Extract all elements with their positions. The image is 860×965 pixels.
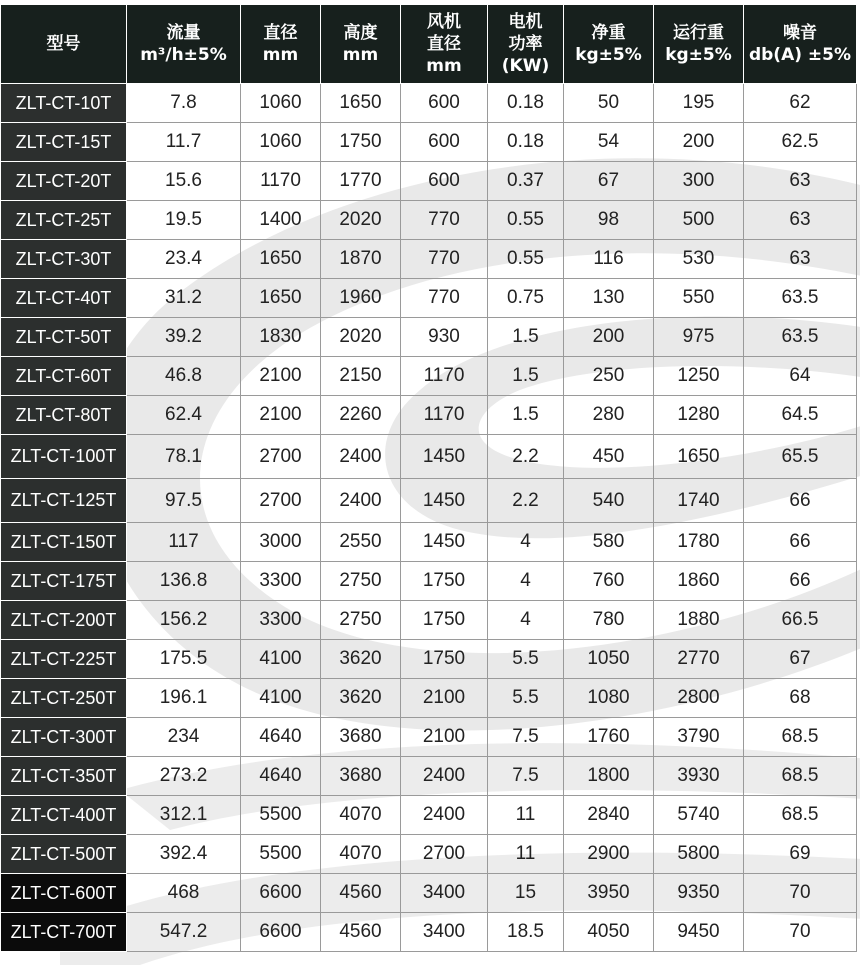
table-cell: 11 xyxy=(488,796,564,835)
table-cell: 550 xyxy=(654,279,744,318)
model-cell: ZLT-CT-80T xyxy=(1,396,127,435)
table-cell: 2700 xyxy=(401,835,488,874)
table-cell: 1650 xyxy=(321,84,401,123)
table-row xyxy=(1,913,857,952)
table-cell: 69 xyxy=(744,835,857,874)
table-cell: 66 xyxy=(744,479,857,523)
table-cell: 2020 xyxy=(321,318,401,357)
model-cell: ZLT-CT-15T xyxy=(1,123,127,162)
table-row xyxy=(1,123,857,162)
table-cell: 2840 xyxy=(564,796,654,835)
table-row xyxy=(1,201,857,240)
table-cell: 975 xyxy=(654,318,744,357)
table-cell: 19.5 xyxy=(127,201,241,240)
table-row xyxy=(1,835,857,874)
table-cell: 2100 xyxy=(241,357,321,396)
model-cell: ZLT-CT-50T xyxy=(1,318,127,357)
table-cell: 63.5 xyxy=(744,318,857,357)
header-model: 型号 xyxy=(1,5,127,84)
table-cell: 600 xyxy=(401,123,488,162)
table-cell: 1450 xyxy=(401,435,488,479)
table-cell: 9450 xyxy=(654,913,744,952)
table-cell: 70 xyxy=(744,913,857,952)
table-cell: 1060 xyxy=(241,84,321,123)
table-cell: 195 xyxy=(654,84,744,123)
table-cell: 3620 xyxy=(321,640,401,679)
table-cell: 63.5 xyxy=(744,279,857,318)
table-cell: 2.2 xyxy=(488,435,564,479)
table-cell: 450 xyxy=(564,435,654,479)
table-row xyxy=(1,523,857,562)
table-cell: 1960 xyxy=(321,279,401,318)
table-cell: 0.18 xyxy=(488,123,564,162)
table-cell: 3000 xyxy=(241,523,321,562)
table-cell: 62.5 xyxy=(744,123,857,162)
table-cell: 156.2 xyxy=(127,601,241,640)
table-cell: 1450 xyxy=(401,523,488,562)
header-motor-power: 电机 功率 (KW) xyxy=(488,5,564,84)
table-cell: 1400 xyxy=(241,201,321,240)
product-spec-table xyxy=(0,4,857,952)
table-cell: 1280 xyxy=(654,396,744,435)
table-row xyxy=(1,640,857,679)
table-row xyxy=(1,318,857,357)
table-cell: 39.2 xyxy=(127,318,241,357)
model-cell: ZLT-CT-600T xyxy=(1,874,127,913)
table-cell: 62.4 xyxy=(127,396,241,435)
table-cell: 70 xyxy=(744,874,857,913)
table-row xyxy=(1,279,857,318)
table-row xyxy=(1,757,857,796)
table-cell: 116 xyxy=(564,240,654,279)
table-cell: 31.2 xyxy=(127,279,241,318)
table-cell: 0.75 xyxy=(488,279,564,318)
table-cell: 1450 xyxy=(401,479,488,523)
table-cell: 0.55 xyxy=(488,201,564,240)
table-cell: 65.5 xyxy=(744,435,857,479)
table-cell: 1080 xyxy=(564,679,654,718)
table-cell: 600 xyxy=(401,84,488,123)
table-cell: 780 xyxy=(564,601,654,640)
table-cell: 530 xyxy=(654,240,744,279)
table-cell: 3930 xyxy=(654,757,744,796)
table-cell: 15 xyxy=(488,874,564,913)
table-cell: 5800 xyxy=(654,835,744,874)
table-cell: 4100 xyxy=(241,679,321,718)
table-cell: 2800 xyxy=(654,679,744,718)
header-net-weight: 净重 kg±5% xyxy=(564,5,654,84)
table-cell: 1170 xyxy=(401,357,488,396)
table-cell: 11 xyxy=(488,835,564,874)
table-cell: 7.5 xyxy=(488,718,564,757)
table-cell: 11.7 xyxy=(127,123,241,162)
table-cell: 2770 xyxy=(654,640,744,679)
table-cell: 3300 xyxy=(241,562,321,601)
table-cell: 63 xyxy=(744,162,857,201)
table-cell: 1650 xyxy=(654,435,744,479)
table-cell: 3400 xyxy=(401,913,488,952)
table-cell: 78.1 xyxy=(127,435,241,479)
table-body xyxy=(1,84,857,952)
table-cell: 1740 xyxy=(654,479,744,523)
table-cell: 1770 xyxy=(321,162,401,201)
table-cell: 770 xyxy=(401,279,488,318)
model-cell: ZLT-CT-60T xyxy=(1,357,127,396)
table-cell: 2150 xyxy=(321,357,401,396)
table-cell: 4560 xyxy=(321,874,401,913)
table-cell: 273.2 xyxy=(127,757,241,796)
table-cell: 64.5 xyxy=(744,396,857,435)
table-row xyxy=(1,874,857,913)
table-cell: 1.5 xyxy=(488,396,564,435)
table-cell: 2400 xyxy=(401,757,488,796)
table-cell: 54 xyxy=(564,123,654,162)
table-cell: 1650 xyxy=(241,279,321,318)
table-cell: 6600 xyxy=(241,874,321,913)
table-cell: 3950 xyxy=(564,874,654,913)
table-cell: 3680 xyxy=(321,757,401,796)
table-cell: 234 xyxy=(127,718,241,757)
table-cell: 6600 xyxy=(241,913,321,952)
model-cell: ZLT-CT-150T xyxy=(1,523,127,562)
table-row xyxy=(1,162,857,201)
table-cell: 66 xyxy=(744,523,857,562)
model-cell: ZLT-CT-20T xyxy=(1,162,127,201)
table-cell: 392.4 xyxy=(127,835,241,874)
table-cell: 7.5 xyxy=(488,757,564,796)
model-cell: ZLT-CT-25T xyxy=(1,201,127,240)
model-cell: ZLT-CT-500T xyxy=(1,835,127,874)
table-cell: 4 xyxy=(488,562,564,601)
table-cell: 0.18 xyxy=(488,84,564,123)
table-cell: 3400 xyxy=(401,874,488,913)
table-cell: 50 xyxy=(564,84,654,123)
table-cell: 130 xyxy=(564,279,654,318)
table-cell: 5740 xyxy=(654,796,744,835)
model-cell: ZLT-CT-250T xyxy=(1,679,127,718)
table-cell: 4070 xyxy=(321,796,401,835)
table-cell: 23.4 xyxy=(127,240,241,279)
model-cell: ZLT-CT-700T xyxy=(1,913,127,952)
model-cell: ZLT-CT-225T xyxy=(1,640,127,679)
table-cell: 1170 xyxy=(241,162,321,201)
model-cell: ZLT-CT-200T xyxy=(1,601,127,640)
table-cell: 63 xyxy=(744,201,857,240)
table-cell: 2020 xyxy=(321,201,401,240)
table-cell: 5.5 xyxy=(488,679,564,718)
table-cell: 98 xyxy=(564,201,654,240)
table-cell: 136.8 xyxy=(127,562,241,601)
table-cell: 4560 xyxy=(321,913,401,952)
table-cell: 280 xyxy=(564,396,654,435)
table-cell: 200 xyxy=(564,318,654,357)
table-cell: 3680 xyxy=(321,718,401,757)
table-cell: 770 xyxy=(401,201,488,240)
table-cell: 1250 xyxy=(654,357,744,396)
table-cell: 1750 xyxy=(321,123,401,162)
table-cell: 97.5 xyxy=(127,479,241,523)
model-cell: ZLT-CT-400T xyxy=(1,796,127,835)
table-cell: 4 xyxy=(488,523,564,562)
table-cell: 67 xyxy=(744,640,857,679)
table-cell: 1760 xyxy=(564,718,654,757)
table-cell: 2400 xyxy=(321,479,401,523)
table-cell: 67 xyxy=(564,162,654,201)
table-cell: 770 xyxy=(401,240,488,279)
table-cell: 580 xyxy=(564,523,654,562)
table-cell: 547.2 xyxy=(127,913,241,952)
table-cell: 4050 xyxy=(564,913,654,952)
table-cell: 1860 xyxy=(654,562,744,601)
table-row xyxy=(1,679,857,718)
header-fan-diameter: 风机 直径 mm xyxy=(401,5,488,84)
header-operating-weight: 运行重 kg±5% xyxy=(654,5,744,84)
table-cell: 468 xyxy=(127,874,241,913)
model-cell: ZLT-CT-350T xyxy=(1,757,127,796)
model-cell: ZLT-CT-100T xyxy=(1,435,127,479)
model-cell: ZLT-CT-300T xyxy=(1,718,127,757)
table-cell: 68.5 xyxy=(744,718,857,757)
table-cell: 300 xyxy=(654,162,744,201)
table-cell: 1800 xyxy=(564,757,654,796)
table-row xyxy=(1,357,857,396)
table-cell: 66 xyxy=(744,562,857,601)
table-cell: 18.5 xyxy=(488,913,564,952)
table-cell: 1170 xyxy=(401,396,488,435)
table-cell: 2700 xyxy=(241,479,321,523)
model-cell: ZLT-CT-40T xyxy=(1,279,127,318)
table-cell: 2100 xyxy=(401,718,488,757)
model-cell: ZLT-CT-125T xyxy=(1,479,127,523)
table-cell: 2900 xyxy=(564,835,654,874)
table-row xyxy=(1,718,857,757)
table-cell: 312.1 xyxy=(127,796,241,835)
table-cell: 4070 xyxy=(321,835,401,874)
table-cell: 0.55 xyxy=(488,240,564,279)
table-cell: 1780 xyxy=(654,523,744,562)
table-cell: 3300 xyxy=(241,601,321,640)
table-cell: 64 xyxy=(744,357,857,396)
table-row xyxy=(1,84,857,123)
table-cell: 500 xyxy=(654,201,744,240)
table-cell: 930 xyxy=(401,318,488,357)
table-cell: 600 xyxy=(401,162,488,201)
table-cell: 2100 xyxy=(241,396,321,435)
table-cell: 2100 xyxy=(401,679,488,718)
table-cell: 46.8 xyxy=(127,357,241,396)
table-row xyxy=(1,796,857,835)
table-cell: 5.5 xyxy=(488,640,564,679)
table-cell: 1750 xyxy=(401,640,488,679)
table-cell: 3620 xyxy=(321,679,401,718)
model-cell: ZLT-CT-10T xyxy=(1,84,127,123)
table-cell: 1.5 xyxy=(488,357,564,396)
model-cell: ZLT-CT-30T xyxy=(1,240,127,279)
table-cell: 3790 xyxy=(654,718,744,757)
table-cell: 62 xyxy=(744,84,857,123)
table-cell: 2700 xyxy=(241,435,321,479)
table-cell: 540 xyxy=(564,479,654,523)
header-flow: 流量 m³/h±5% xyxy=(127,5,241,84)
table-cell: 2.2 xyxy=(488,479,564,523)
table-cell: 1.5 xyxy=(488,318,564,357)
table-row xyxy=(1,601,857,640)
header-diameter: 直径 mm xyxy=(241,5,321,84)
model-cell: ZLT-CT-175T xyxy=(1,562,127,601)
header-noise: 噪音 db(A) ±5% xyxy=(744,5,857,84)
table-cell: 63 xyxy=(744,240,857,279)
table-cell: 760 xyxy=(564,562,654,601)
table-cell: 4640 xyxy=(241,757,321,796)
table-cell: 1750 xyxy=(401,601,488,640)
table-cell: 4640 xyxy=(241,718,321,757)
table-header-row xyxy=(1,5,857,84)
table-cell: 66.5 xyxy=(744,601,857,640)
table-cell: 117 xyxy=(127,523,241,562)
table-row xyxy=(1,479,857,523)
table-cell: 9350 xyxy=(654,874,744,913)
table-cell: 175.5 xyxy=(127,640,241,679)
table-cell: 2400 xyxy=(321,435,401,479)
table-cell: 2260 xyxy=(321,396,401,435)
table-cell: 68 xyxy=(744,679,857,718)
table-row xyxy=(1,240,857,279)
table-cell: 1830 xyxy=(241,318,321,357)
table-cell: 2750 xyxy=(321,601,401,640)
table-cell: 0.37 xyxy=(488,162,564,201)
table-cell: 250 xyxy=(564,357,654,396)
table-cell: 68.5 xyxy=(744,757,857,796)
table-row xyxy=(1,562,857,601)
table-cell: 1880 xyxy=(654,601,744,640)
header-height: 高度 mm xyxy=(321,5,401,84)
table-cell: 5500 xyxy=(241,796,321,835)
table-cell: 1050 xyxy=(564,640,654,679)
table-cell: 7.8 xyxy=(127,84,241,123)
table-cell: 2750 xyxy=(321,562,401,601)
table-cell: 1060 xyxy=(241,123,321,162)
table-cell: 1650 xyxy=(241,240,321,279)
table-cell: 1750 xyxy=(401,562,488,601)
table-cell: 4100 xyxy=(241,640,321,679)
table-cell: 5500 xyxy=(241,835,321,874)
table-row xyxy=(1,396,857,435)
table-cell: 196.1 xyxy=(127,679,241,718)
table-cell: 2550 xyxy=(321,523,401,562)
table-cell: 2400 xyxy=(401,796,488,835)
table-row xyxy=(1,435,857,479)
table-cell: 15.6 xyxy=(127,162,241,201)
table-cell: 200 xyxy=(654,123,744,162)
table-cell: 4 xyxy=(488,601,564,640)
table-cell: 68.5 xyxy=(744,796,857,835)
table-cell: 1870 xyxy=(321,240,401,279)
